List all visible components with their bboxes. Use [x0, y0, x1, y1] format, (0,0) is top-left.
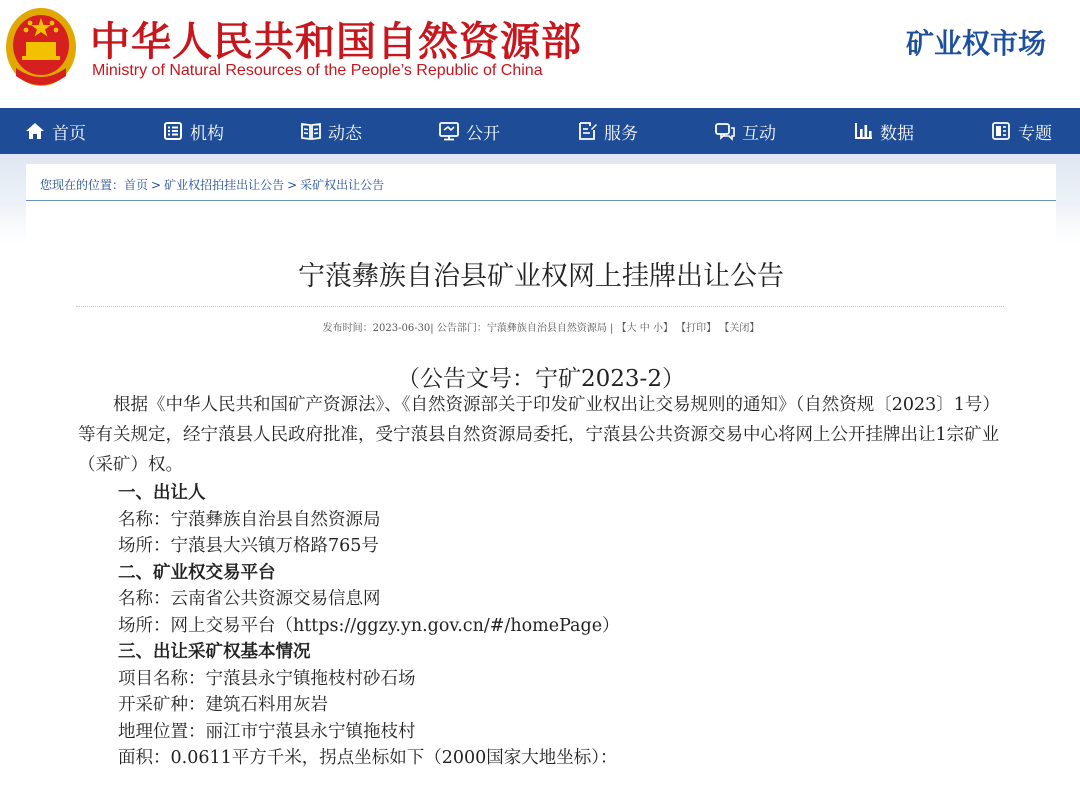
article-panel [26, 164, 1056, 804]
main-nav [0, 108, 1080, 154]
publish-department: 公告部门：宁蒗彝族自治县自然资源局 [436, 323, 607, 334]
disclosure-icon [438, 120, 460, 142]
print-link[interactable]: 【打印】 [676, 323, 717, 334]
nav-item-topic[interactable] [990, 119, 1052, 144]
news-icon [300, 120, 322, 142]
intro-paragraph: 根据《中华人民共和国矿产资源法》、《自然资源部关于印发矿业权出让交易规则的通知》（自然资规〔2023〕1号）等有关规定，经宁蒗县人民政府批准，受宁蒗县自然资源局委托，宁蒗县公共资源交易中心将网上公开挂牌出让1宗矿业（采矿）权。 [78, 395, 1000, 475]
breadcrumb [26, 164, 1056, 201]
article-body [78, 390, 1008, 772]
article-meta [26, 319, 1056, 334]
channel-title[interactable]: 矿业权市场 [905, 27, 1046, 60]
nav-item-data[interactable] [852, 119, 914, 144]
nav-item-label: 服务 [604, 123, 638, 144]
section-heading: 三、出让采矿权基本情况 [118, 642, 311, 662]
nav-item-label: 机构 [190, 123, 224, 144]
service-icon [576, 120, 598, 142]
section-heading: 一、出让人 [118, 483, 206, 503]
nav-item-interaction[interactable] [714, 119, 776, 144]
nav-item-service[interactable] [576, 119, 638, 144]
meta-separator: | [430, 323, 434, 334]
interaction-icon [714, 120, 736, 142]
nav-item-home[interactable] [24, 119, 86, 144]
topic-icon [990, 120, 1012, 142]
site-title: 中华人民共和国自然资源部 [90, 19, 582, 65]
body-line: 面积：0.0611平方千米，拐点坐标如下（2000国家大地坐标）： [118, 748, 618, 768]
org-icon [162, 120, 184, 142]
national-emblem-icon [4, 6, 78, 88]
home-icon [24, 120, 46, 142]
body-line: 名称：宁蒗彝族自治县自然资源局 [118, 509, 381, 530]
breadcrumb-prefix: 您现在的位置： [40, 178, 125, 192]
body-line: 项目名称：宁蒗县永宁镇拖枝村砂石场 [118, 668, 416, 689]
body-line: 场所：宁蒗县大兴镇万格路765号 [118, 536, 379, 556]
body-line: 场所：网上交易平台（https://ggzy.yn.gov.cn/#/homePage） [118, 615, 620, 636]
close-link[interactable]: 【关闭】 [719, 323, 760, 334]
font-size-toggle[interactable]: 【大 中 小】 [616, 323, 673, 334]
breadcrumb-current-link[interactable]: 采矿权出让公告 [300, 178, 385, 192]
nav-item-label: 公开 [466, 123, 500, 144]
nav-item-news[interactable] [300, 119, 362, 144]
section-heading: 二、矿业权交易平台 [118, 562, 276, 583]
breadcrumb-mining-rights-link[interactable]: 矿业权招拍挂出让公告 [164, 178, 285, 192]
data-icon [852, 120, 874, 142]
body-line: 地理位置：丽江市宁蒗县永宁镇拖枝村 [118, 721, 416, 742]
meta-separator: | [610, 323, 614, 334]
title-divider [76, 306, 1004, 307]
body-line: 开采矿种：建筑石料用灰岩 [118, 695, 328, 715]
nav-item-label: 互动 [742, 123, 776, 144]
nav-item-label: 动态 [328, 123, 362, 144]
nav-item-disclosure[interactable] [438, 119, 500, 144]
content-area [0, 154, 1080, 788]
nav-item-label: 首页 [52, 123, 86, 144]
site-header [0, 0, 1080, 108]
nav-item-org[interactable] [162, 119, 224, 144]
publish-date: 发布时间：2023-06-30 [322, 323, 431, 334]
body-line: 名称：云南省公共资源交易信息网 [118, 589, 381, 609]
breadcrumb-separator: > [287, 178, 298, 192]
article-title: 宁蒗彝族自治县矿业权网上挂牌出让公告 [298, 261, 784, 292]
document-number: （公告文号：宁矿2023-2） [397, 366, 685, 392]
breadcrumb-separator: > [151, 178, 162, 192]
breadcrumb-home-link[interactable]: 首页 [124, 178, 149, 192]
nav-item-label: 数据 [880, 123, 914, 144]
site-title-en: Ministry of Natural Resources of the People’s Republic of China [92, 62, 543, 79]
nav-item-label: 专题 [1018, 123, 1052, 144]
